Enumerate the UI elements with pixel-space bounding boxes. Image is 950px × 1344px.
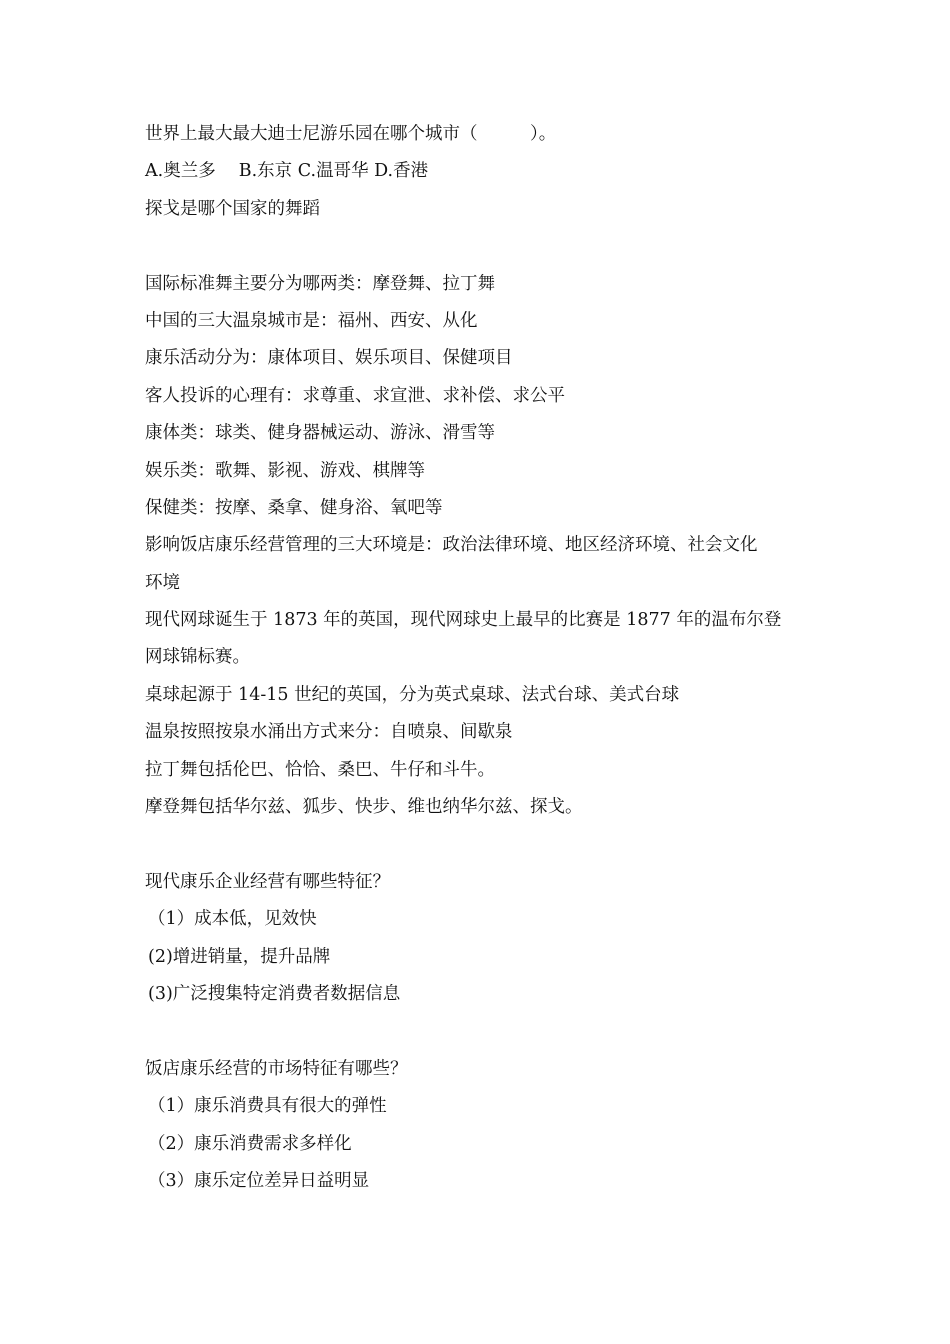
blank-line bbox=[145, 826, 825, 863]
text-line: 康乐活动分为：康体项目、娱乐项目、保健项目 bbox=[145, 348, 513, 369]
list-item: (2)增进销量，提升品牌 bbox=[148, 946, 331, 967]
question-disney: 世界上最大最大迪士尼游乐园在哪个城市（ ）。 bbox=[145, 124, 557, 144]
text-line: 康体类：球类、健身器械运动、游泳、滑雪等 bbox=[145, 423, 495, 444]
text-line: 环境 bbox=[145, 572, 180, 593]
text-line: 摩登舞包括华尔兹、狐步、快步、维也纳华尔兹、探戈。 bbox=[145, 797, 583, 818]
list-item: (3)广泛搜集特定消费者数据信息 bbox=[148, 983, 401, 1004]
text-line: 客人投诉的心理有：求尊重、求宣泄、求补偿、求公平 bbox=[145, 385, 565, 406]
list-item: （3）康乐定位差异日益明显 bbox=[148, 1170, 370, 1191]
answer-options: A.奥兰多 B.东京 C.温哥华 D.香港 bbox=[145, 161, 429, 182]
text-line: 桌球起源于 14-15 世纪的英国，分为英式桌球、法式台球、美式台球 bbox=[145, 684, 680, 705]
blank-line bbox=[145, 228, 825, 265]
text-line: 中国的三大温泉城市是：福州、西安、从化 bbox=[145, 310, 478, 331]
text-line: 温泉按照按泉水涌出方式来分：自喷泉、间歇泉 bbox=[145, 722, 513, 743]
text-line: 现代网球诞生于 1873 年的英国，现代网球史上最早的比赛是 1877 年的温布尔登 bbox=[145, 610, 782, 631]
text-line: 娱乐类：歌舞、影视、游戏、棋牌等 bbox=[145, 460, 425, 481]
text-line: 国际标准舞主要分为哪两类：摩登舞、拉丁舞 bbox=[145, 273, 495, 294]
text-line: 拉丁舞包括伦巴、恰恰、桑巴、牛仔和斗牛。 bbox=[145, 759, 495, 780]
list-item: （1）成本低，见效快 bbox=[148, 909, 317, 930]
question-tango: 探戈是哪个国家的舞蹈 bbox=[145, 198, 320, 219]
list-item: （1）康乐消费具有很大的弹性 bbox=[148, 1096, 387, 1117]
section-heading: 饭店康乐经营的市场特征有哪些？ bbox=[145, 1058, 408, 1079]
list-item: （2）康乐消费需求多样化 bbox=[148, 1133, 352, 1154]
text-line: 保健类：按摩、桑拿、健身浴、氧吧等 bbox=[145, 497, 443, 518]
text-line: 网球锦标赛。 bbox=[145, 647, 250, 668]
blank-line bbox=[145, 1013, 825, 1050]
text-line: 影响饭店康乐经营管理的三大环境是：政治法律环境、地区经济环境、社会文化 bbox=[145, 535, 758, 556]
document-body bbox=[145, 116, 825, 1200]
section-heading: 现代康乐企业经营有哪些特征？ bbox=[145, 871, 390, 892]
